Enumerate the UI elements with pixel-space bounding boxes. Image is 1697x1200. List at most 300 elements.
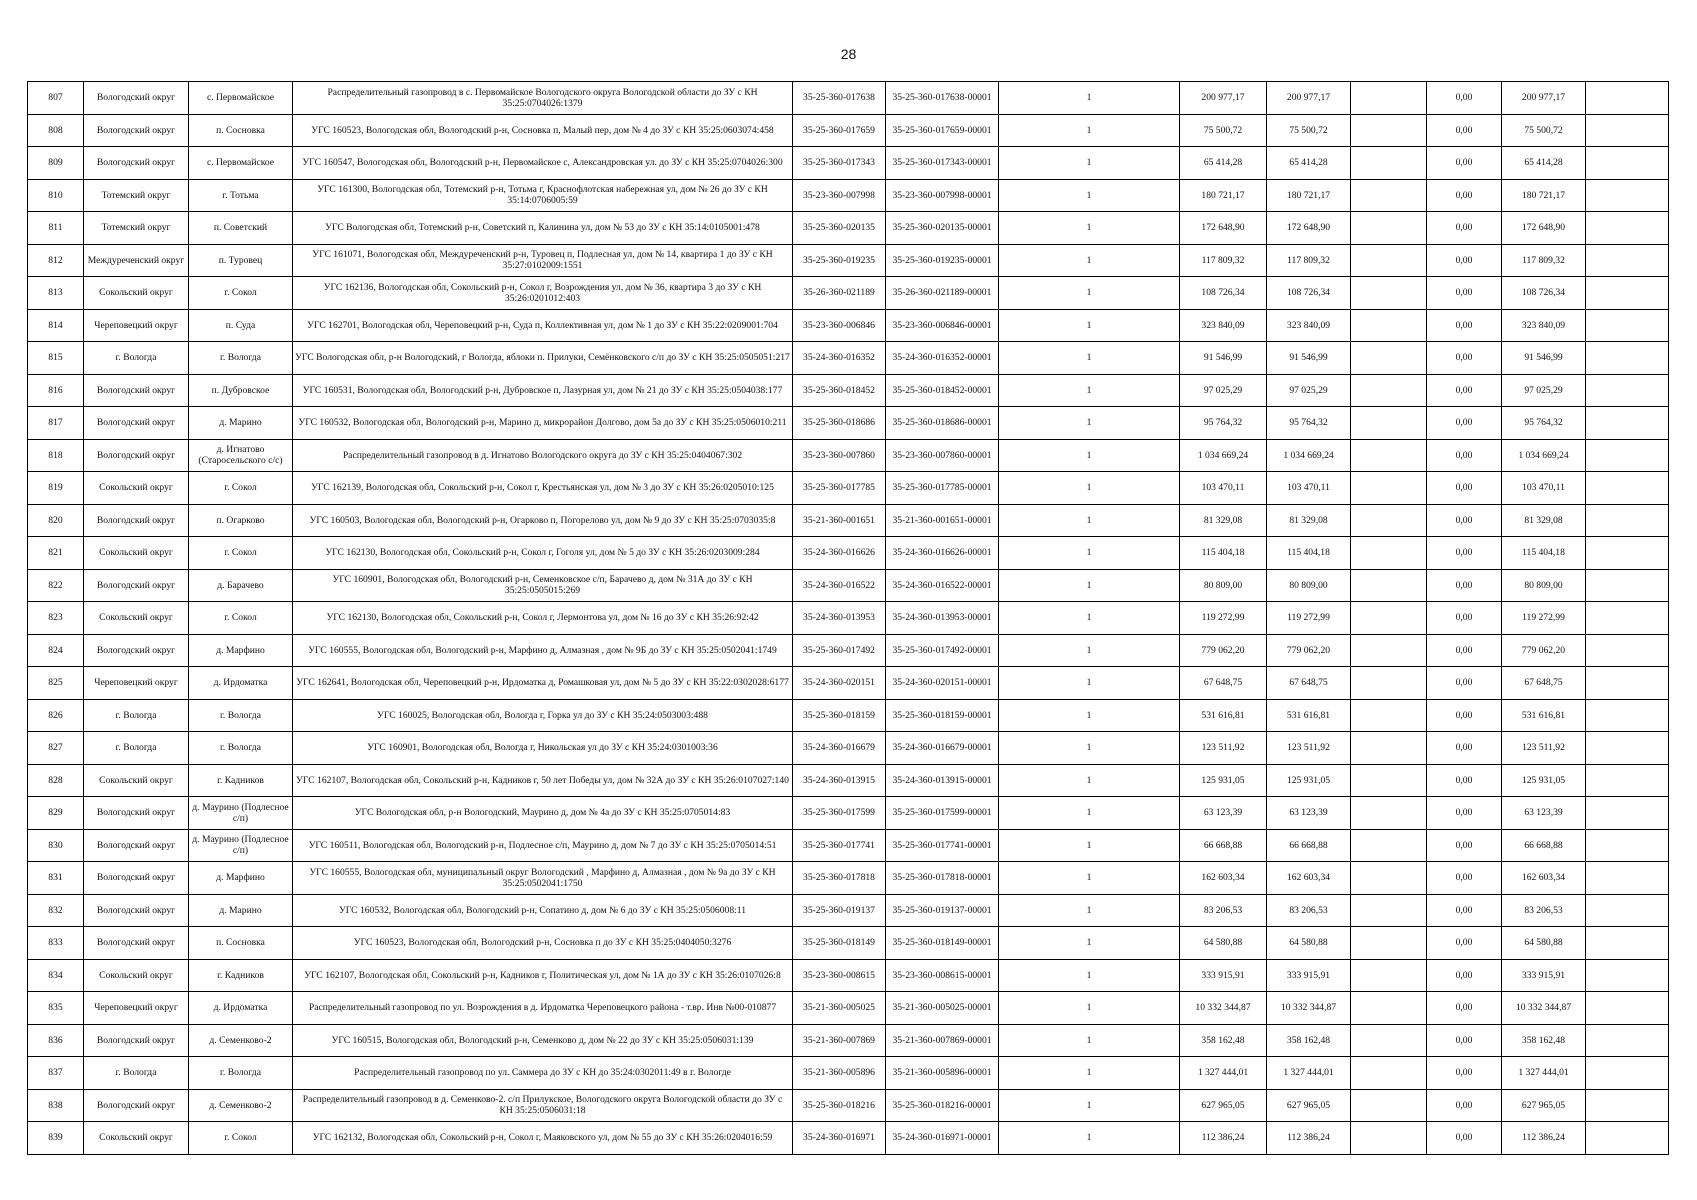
book-cost-cell: 779 062,20 [1267, 634, 1351, 667]
book-cost-cell: 172 648,90 [1267, 212, 1351, 245]
settlement-cell: г. Сокол [189, 602, 293, 635]
inventory-code-cell: 35-24-360-016626-00001 [886, 537, 999, 570]
description-cell: УГС 160523, Вологодская обл, Вологодский р-н, Сосновка п, Малый пер, дом № 4 до ЗУ с КН 35:25:0603074:458 [293, 114, 793, 147]
row-number-cell: 816 [28, 374, 84, 407]
book-cost-cell: 119 272,99 [1267, 602, 1351, 635]
initial-cost-cell: 162 603,34 [1180, 862, 1267, 895]
empty-cell [1586, 277, 1669, 310]
depreciation-cell: 0,00 [1427, 342, 1502, 375]
district-cell: Вологодский округ [84, 82, 189, 115]
residual-cost-cell: 119 272,99 [1502, 602, 1586, 635]
inventory-code-cell: 35-25-360-020135-00001 [886, 212, 999, 245]
empty-cell [1351, 569, 1427, 602]
empty-cell [1586, 537, 1669, 570]
empty-cell [1351, 342, 1427, 375]
empty-cell [1586, 82, 1669, 115]
initial-cost-cell: 91 546,99 [1180, 342, 1267, 375]
table-row [28, 212, 1669, 245]
description-cell: УГС 162139, Вологодская обл, Сокольский р-н, Сокол г, Крестьянская ул, дом № 3 до ЗУ с КН 35:26:0205010:125 [293, 472, 793, 505]
description-cell: УГС 160532, Вологодская обл, Вологодский р-н, Марино д, микрорайон Долгово, дом 5а до ЗУ с КН 35:25:0506010:211 [293, 407, 793, 440]
depreciation-cell: 0,00 [1427, 504, 1502, 537]
table-row [28, 82, 1669, 115]
residual-cost-cell: 75 500,72 [1502, 114, 1586, 147]
description-cell: Распределительный газопровод по ул. Саммера до ЗУ с КН до 35:24:0302011:49 в г. Вологде [293, 1057, 793, 1090]
settlement-cell: п. Советский [189, 212, 293, 245]
initial-cost-cell: 108 726,34 [1180, 277, 1267, 310]
table-row [28, 244, 1669, 277]
table-row [28, 797, 1669, 830]
initial-cost-cell: 627 965,05 [1180, 1089, 1267, 1122]
initial-cost-cell: 81 329,08 [1180, 504, 1267, 537]
object-code-cell: 35-24-360-013953 [793, 602, 886, 635]
empty-cell [1351, 667, 1427, 700]
initial-cost-cell: 63 123,39 [1180, 797, 1267, 830]
empty-cell [1351, 959, 1427, 992]
description-cell: УГС 162107, Вологодская обл, Сокольский р-н, Кадников г, 50 лет Победы ул, дом № 32А до ЗУ с КН 35:26:0107027:140 [293, 764, 793, 797]
object-code-cell: 35-25-360-018686 [793, 407, 886, 440]
table-row [28, 602, 1669, 635]
residual-cost-cell: 358 162,48 [1502, 1024, 1586, 1057]
inventory-code-cell: 35-25-360-018149-00001 [886, 927, 999, 960]
depreciation-cell: 0,00 [1427, 797, 1502, 830]
residual-cost-cell: 1 327 444,01 [1502, 1057, 1586, 1090]
book-cost-cell: 95 764,32 [1267, 407, 1351, 440]
inventory-code-cell: 35-25-360-018686-00001 [886, 407, 999, 440]
inventory-code-cell: 35-23-360-007998-00001 [886, 179, 999, 212]
settlement-cell: г. Сокол [189, 277, 293, 310]
quantity-cell: 1 [999, 82, 1180, 115]
empty-cell [1351, 1089, 1427, 1122]
book-cost-cell: 180 721,17 [1267, 179, 1351, 212]
depreciation-cell: 0,00 [1427, 667, 1502, 700]
empty-cell [1351, 309, 1427, 342]
table-row [28, 829, 1669, 862]
object-code-cell: 35-24-360-013915 [793, 764, 886, 797]
row-number-cell: 811 [28, 212, 84, 245]
empty-cell [1351, 244, 1427, 277]
table-row [28, 1089, 1669, 1122]
inventory-code-cell: 35-25-360-019235-00001 [886, 244, 999, 277]
object-code-cell: 35-25-360-017492 [793, 634, 886, 667]
initial-cost-cell: 180 721,17 [1180, 179, 1267, 212]
residual-cost-cell: 63 123,39 [1502, 797, 1586, 830]
table-row [28, 1057, 1669, 1090]
object-code-cell: 35-25-360-020135 [793, 212, 886, 245]
empty-cell [1586, 179, 1669, 212]
district-cell: г. Вологда [84, 732, 189, 765]
residual-cost-cell: 180 721,17 [1502, 179, 1586, 212]
depreciation-cell: 0,00 [1427, 1089, 1502, 1122]
settlement-cell: п. Туровец [189, 244, 293, 277]
book-cost-cell: 66 668,88 [1267, 829, 1351, 862]
residual-cost-cell: 162 603,34 [1502, 862, 1586, 895]
depreciation-cell: 0,00 [1427, 829, 1502, 862]
row-number-cell: 829 [28, 797, 84, 830]
depreciation-cell: 0,00 [1427, 439, 1502, 472]
table-row [28, 862, 1669, 895]
district-cell: г. Вологда [84, 342, 189, 375]
empty-cell [1586, 1089, 1669, 1122]
depreciation-cell: 0,00 [1427, 699, 1502, 732]
residual-cost-cell: 95 764,32 [1502, 407, 1586, 440]
district-cell: Сокольский округ [84, 537, 189, 570]
quantity-cell: 1 [999, 764, 1180, 797]
object-code-cell: 35-24-360-016626 [793, 537, 886, 570]
district-cell: Вологодский округ [84, 862, 189, 895]
row-number-cell: 817 [28, 407, 84, 440]
initial-cost-cell: 123 511,92 [1180, 732, 1267, 765]
object-code-cell: 35-24-360-016522 [793, 569, 886, 602]
empty-cell [1351, 472, 1427, 505]
book-cost-cell: 627 965,05 [1267, 1089, 1351, 1122]
quantity-cell: 1 [999, 699, 1180, 732]
quantity-cell: 1 [999, 407, 1180, 440]
initial-cost-cell: 115 404,18 [1180, 537, 1267, 570]
residual-cost-cell: 115 404,18 [1502, 537, 1586, 570]
district-cell: г. Вологда [84, 699, 189, 732]
table-row [28, 894, 1669, 927]
residual-cost-cell: 123 511,92 [1502, 732, 1586, 765]
row-number-cell: 808 [28, 114, 84, 147]
description-cell: УГС 160511, Вологодская обл, Вологодский р-н, Подлесное с/п, Маурино д, дом № 7 до ЗУ с КН 35:25:0705014:51 [293, 829, 793, 862]
row-number-cell: 832 [28, 894, 84, 927]
residual-cost-cell: 65 414,28 [1502, 147, 1586, 180]
empty-cell [1351, 1057, 1427, 1090]
book-cost-cell: 117 809,32 [1267, 244, 1351, 277]
object-code-cell: 35-25-360-018216 [793, 1089, 886, 1122]
settlement-cell: д. Семенково-2 [189, 1024, 293, 1057]
initial-cost-cell: 83 206,53 [1180, 894, 1267, 927]
settlement-cell: с. Первомайское [189, 82, 293, 115]
district-cell: Вологодский округ [84, 374, 189, 407]
inventory-code-cell: 35-24-360-016971-00001 [886, 1122, 999, 1155]
inventory-code-cell: 35-21-360-001651-00001 [886, 504, 999, 537]
empty-cell [1586, 634, 1669, 667]
table-row [28, 732, 1669, 765]
quantity-cell: 1 [999, 439, 1180, 472]
table-row [28, 472, 1669, 505]
object-code-cell: 35-23-360-007998 [793, 179, 886, 212]
inventory-code-cell: 35-25-360-017599-00001 [886, 797, 999, 830]
empty-cell [1351, 699, 1427, 732]
quantity-cell: 1 [999, 862, 1180, 895]
initial-cost-cell: 75 500,72 [1180, 114, 1267, 147]
row-number-cell: 810 [28, 179, 84, 212]
depreciation-cell: 0,00 [1427, 407, 1502, 440]
row-number-cell: 833 [28, 927, 84, 960]
settlement-cell: д. Ирдоматка [189, 667, 293, 700]
row-number-cell: 823 [28, 602, 84, 635]
settlement-cell: г. Вологда [189, 699, 293, 732]
empty-cell [1351, 179, 1427, 212]
residual-cost-cell: 323 840,09 [1502, 309, 1586, 342]
initial-cost-cell: 200 977,17 [1180, 82, 1267, 115]
description-cell: УГС 160531, Вологодская обл, Вологодский р-н, Дубровское п, Лазурная ул, дом № 21 до ЗУ с КН 35:25:0504038:177 [293, 374, 793, 407]
district-cell: Вологодский округ [84, 114, 189, 147]
book-cost-cell: 81 329,08 [1267, 504, 1351, 537]
settlement-cell: г. Сокол [189, 1122, 293, 1155]
district-cell: Вологодский округ [84, 1024, 189, 1057]
residual-cost-cell: 531 616,81 [1502, 699, 1586, 732]
depreciation-cell: 0,00 [1427, 82, 1502, 115]
book-cost-cell: 75 500,72 [1267, 114, 1351, 147]
empty-cell [1586, 699, 1669, 732]
residual-cost-cell: 67 648,75 [1502, 667, 1586, 700]
book-cost-cell: 333 915,91 [1267, 959, 1351, 992]
object-code-cell: 35-24-360-016971 [793, 1122, 886, 1155]
row-number-cell: 831 [28, 862, 84, 895]
table-row [28, 1122, 1669, 1155]
book-cost-cell: 65 414,28 [1267, 147, 1351, 180]
residual-cost-cell: 627 965,05 [1502, 1089, 1586, 1122]
quantity-cell: 1 [999, 667, 1180, 700]
book-cost-cell: 115 404,18 [1267, 537, 1351, 570]
initial-cost-cell: 80 809,00 [1180, 569, 1267, 602]
residual-cost-cell: 117 809,32 [1502, 244, 1586, 277]
empty-cell [1351, 407, 1427, 440]
district-cell: Вологодский округ [84, 797, 189, 830]
depreciation-cell: 0,00 [1427, 602, 1502, 635]
row-number-cell: 826 [28, 699, 84, 732]
district-cell: Череповецкий округ [84, 992, 189, 1025]
district-cell: Вологодский округ [84, 504, 189, 537]
inventory-code-cell: 35-23-360-008615-00001 [886, 959, 999, 992]
empty-cell [1351, 212, 1427, 245]
object-code-cell: 35-21-360-001651 [793, 504, 886, 537]
residual-cost-cell: 97 025,29 [1502, 374, 1586, 407]
settlement-cell: д. Марфино [189, 862, 293, 895]
row-number-cell: 818 [28, 439, 84, 472]
object-code-cell: 35-25-360-019137 [793, 894, 886, 927]
depreciation-cell: 0,00 [1427, 992, 1502, 1025]
row-number-cell: 825 [28, 667, 84, 700]
residual-cost-cell: 108 726,34 [1502, 277, 1586, 310]
book-cost-cell: 123 511,92 [1267, 732, 1351, 765]
inventory-code-cell: 35-24-360-016352-00001 [886, 342, 999, 375]
residual-cost-cell: 103 470,11 [1502, 472, 1586, 505]
object-code-cell: 35-25-360-018452 [793, 374, 886, 407]
book-cost-cell: 162 603,34 [1267, 862, 1351, 895]
description-cell: УГС 161300, Вологодская обл, Тотемский р-н, Тотьма г, Краснофлотская набережная ул, дом № 26 до ЗУ с КН 35:14:0706005:59 [293, 179, 793, 212]
initial-cost-cell: 64 580,88 [1180, 927, 1267, 960]
quantity-cell: 1 [999, 569, 1180, 602]
description-cell: УГС 160901, Вологодская обл, Вологда г, Никольская ул до ЗУ с КН 35:24:0301003:36 [293, 732, 793, 765]
quantity-cell: 1 [999, 992, 1180, 1025]
empty-cell [1586, 992, 1669, 1025]
empty-cell [1586, 407, 1669, 440]
table-row [28, 374, 1669, 407]
settlement-cell: д. Маурино (Подлесное с/п) [189, 797, 293, 830]
empty-cell [1351, 829, 1427, 862]
description-cell: УГС Вологодская обл, р-н Вологодский, Маурино д, дом № 4а до ЗУ с КН 35:25:0705014:83 [293, 797, 793, 830]
book-cost-cell: 358 162,48 [1267, 1024, 1351, 1057]
quantity-cell: 1 [999, 147, 1180, 180]
empty-cell [1586, 309, 1669, 342]
empty-cell [1586, 732, 1669, 765]
description-cell: Распределительный газопровод в с. Первомайское Вологодского округа Вологодской области до ЗУ с КН 35:25:0704026:1379 [293, 82, 793, 115]
depreciation-cell: 0,00 [1427, 277, 1502, 310]
description-cell: УГС 160555, Вологодская обл, муниципальный округ Вологодский , Марфино д, Алмазная , дом № 9а до ЗУ с КН 35:25:0502041:1750 [293, 862, 793, 895]
book-cost-cell: 64 580,88 [1267, 927, 1351, 960]
book-cost-cell: 1 327 444,01 [1267, 1057, 1351, 1090]
row-number-cell: 819 [28, 472, 84, 505]
object-code-cell: 35-25-360-017599 [793, 797, 886, 830]
empty-cell [1351, 797, 1427, 830]
depreciation-cell: 0,00 [1427, 309, 1502, 342]
district-cell: Тотемский округ [84, 179, 189, 212]
quantity-cell: 1 [999, 342, 1180, 375]
residual-cost-cell: 80 809,00 [1502, 569, 1586, 602]
empty-cell [1351, 732, 1427, 765]
book-cost-cell: 83 206,53 [1267, 894, 1351, 927]
empty-cell [1586, 894, 1669, 927]
description-cell: УГС 160025, Вологодская обл, Вологда г, Горка ул до ЗУ с КН 35:24:0503003:488 [293, 699, 793, 732]
object-code-cell: 35-24-360-016679 [793, 732, 886, 765]
table-row [28, 667, 1669, 700]
initial-cost-cell: 95 764,32 [1180, 407, 1267, 440]
empty-cell [1351, 374, 1427, 407]
inventory-code-cell: 35-25-360-017785-00001 [886, 472, 999, 505]
quantity-cell: 1 [999, 634, 1180, 667]
district-cell: Вологодский округ [84, 147, 189, 180]
row-number-cell: 822 [28, 569, 84, 602]
residual-cost-cell: 125 931,05 [1502, 764, 1586, 797]
description-cell: УГС 160532, Вологодская обл, Вологодский р-н, Сопатино д, дом № 6 до ЗУ с КН 35:25:0506008:11 [293, 894, 793, 927]
description-cell: УГС 162107, Вологодская обл, Сокольский р-н, Кадников г, Политическая ул, дом № 1А до ЗУ с КН 35:26:0107026:8 [293, 959, 793, 992]
initial-cost-cell: 779 062,20 [1180, 634, 1267, 667]
initial-cost-cell: 1 034 669,24 [1180, 439, 1267, 472]
description-cell: Распределительный газопровод в д. Семенково-2. с/п Прилукское, Вологодского округа Вологодской области до ЗУ с КН 35:25:0506031:18 [293, 1089, 793, 1122]
table-row [28, 699, 1669, 732]
description-cell: УГС 162130, Вологодская обл, Сокольский р-н, Сокол г, Гоголя ул, дом № 5 до ЗУ с КН 35:26:0203009:284 [293, 537, 793, 570]
row-number-cell: 807 [28, 82, 84, 115]
depreciation-cell: 0,00 [1427, 927, 1502, 960]
row-number-cell: 839 [28, 1122, 84, 1155]
empty-cell [1586, 114, 1669, 147]
table-row [28, 114, 1669, 147]
table-row [28, 764, 1669, 797]
description-cell: УГС 161071, Вологодская обл, Междуреченский р-н, Туровец п, Подлесная ул, дом № 14, квартира 1 до ЗУ с КН 35:27:0102009:1551 [293, 244, 793, 277]
depreciation-cell: 0,00 [1427, 1122, 1502, 1155]
district-cell: Череповецкий округ [84, 309, 189, 342]
district-cell: Сокольский округ [84, 472, 189, 505]
district-cell: Вологодский округ [84, 439, 189, 472]
quantity-cell: 1 [999, 537, 1180, 570]
district-cell: Вологодский округ [84, 829, 189, 862]
empty-cell [1351, 277, 1427, 310]
initial-cost-cell: 112 386,24 [1180, 1122, 1267, 1155]
district-cell: Сокольский округ [84, 764, 189, 797]
object-code-cell: 35-25-360-017818 [793, 862, 886, 895]
inventory-code-cell: 35-24-360-013915-00001 [886, 764, 999, 797]
residual-cost-cell: 10 332 344,87 [1502, 992, 1586, 1025]
empty-cell [1351, 114, 1427, 147]
description-cell: УГС 160503, Вологодская обл, Вологодский р-н, Огарково п, Погорелово ул, дом № 9 до ЗУ с КН 35:25:0703035:8 [293, 504, 793, 537]
empty-cell [1586, 439, 1669, 472]
object-code-cell: 35-25-360-018159 [793, 699, 886, 732]
residual-cost-cell: 66 668,88 [1502, 829, 1586, 862]
object-code-cell: 35-25-360-017659 [793, 114, 886, 147]
residual-cost-cell: 83 206,53 [1502, 894, 1586, 927]
row-number-cell: 828 [28, 764, 84, 797]
description-cell: УГС 162132, Вологодская обл, Сокольский р-н, Сокол г, Маяковского ул, дом № 55 до ЗУ с КН 35:26:0204016:59 [293, 1122, 793, 1155]
table-row [28, 309, 1669, 342]
description-cell: УГС 162136, Вологодская обл, Сокольский р-н, Сокол г, Возрождения ул, дом № 36, квартира 3 до ЗУ с КН 35:26:0201012:403 [293, 277, 793, 310]
inventory-code-cell: 35-25-360-017492-00001 [886, 634, 999, 667]
quantity-cell: 1 [999, 1089, 1180, 1122]
book-cost-cell: 108 726,34 [1267, 277, 1351, 310]
object-code-cell: 35-21-360-005896 [793, 1057, 886, 1090]
table-row [28, 569, 1669, 602]
residual-cost-cell: 112 386,24 [1502, 1122, 1586, 1155]
initial-cost-cell: 103 470,11 [1180, 472, 1267, 505]
initial-cost-cell: 1 327 444,01 [1180, 1057, 1267, 1090]
depreciation-cell: 0,00 [1427, 959, 1502, 992]
book-cost-cell: 200 977,17 [1267, 82, 1351, 115]
empty-cell [1351, 634, 1427, 667]
empty-cell [1351, 439, 1427, 472]
depreciation-cell: 0,00 [1427, 244, 1502, 277]
initial-cost-cell: 117 809,32 [1180, 244, 1267, 277]
depreciation-cell: 0,00 [1427, 1024, 1502, 1057]
object-code-cell: 35-24-360-020151 [793, 667, 886, 700]
inventory-code-cell: 35-24-360-020151-00001 [886, 667, 999, 700]
district-cell: Сокольский округ [84, 959, 189, 992]
row-number-cell: 815 [28, 342, 84, 375]
district-cell: Вологодский округ [84, 1089, 189, 1122]
district-cell: Вологодский округ [84, 569, 189, 602]
table-row [28, 927, 1669, 960]
settlement-cell: д. Марино [189, 407, 293, 440]
settlement-cell: п. Огарково [189, 504, 293, 537]
empty-cell [1586, 764, 1669, 797]
row-number-cell: 837 [28, 1057, 84, 1090]
district-cell: Вологодский округ [84, 894, 189, 927]
inventory-code-cell: 35-25-360-017638-00001 [886, 82, 999, 115]
district-cell: Вологодский округ [84, 634, 189, 667]
table-row [28, 959, 1669, 992]
object-code-cell: 35-21-360-005025 [793, 992, 886, 1025]
empty-cell [1586, 667, 1669, 700]
book-cost-cell: 80 809,00 [1267, 569, 1351, 602]
inventory-code-cell: 35-24-360-016679-00001 [886, 732, 999, 765]
empty-cell [1586, 1122, 1669, 1155]
description-cell: УГС 160515, Вологодская обл, Вологодский р-н, Семенково д, дом № 22 до ЗУ с КН 35:25:0506031:139 [293, 1024, 793, 1057]
quantity-cell: 1 [999, 179, 1180, 212]
description-cell: УГС Вологодская обл, Тотемский р-н, Советский п, Калинина ул, дом № 53 до ЗУ с КН 35:14:0105001:478 [293, 212, 793, 245]
depreciation-cell: 0,00 [1427, 634, 1502, 667]
empty-cell [1586, 602, 1669, 635]
object-code-cell: 35-23-360-007860 [793, 439, 886, 472]
book-cost-cell: 531 616,81 [1267, 699, 1351, 732]
table-row [28, 179, 1669, 212]
description-cell: Распределительный газопровод в д. Игнатово Вологодского округа до ЗУ с КН 35:25:0404067:302 [293, 439, 793, 472]
empty-cell [1351, 147, 1427, 180]
settlement-cell: д. Марфино [189, 634, 293, 667]
description-cell: УГС 160547, Вологодская обл, Вологодский р-н, Первомайское с, Александровская ул. до ЗУ с КН 35:25:0704026:300 [293, 147, 793, 180]
quantity-cell: 1 [999, 374, 1180, 407]
book-cost-cell: 10 332 344,87 [1267, 992, 1351, 1025]
depreciation-cell: 0,00 [1427, 114, 1502, 147]
page-number: 28 [840, 46, 857, 62]
district-cell: Сокольский округ [84, 277, 189, 310]
empty-cell [1586, 342, 1669, 375]
row-number-cell: 824 [28, 634, 84, 667]
settlement-cell: г. Кадников [189, 764, 293, 797]
residual-cost-cell: 81 329,08 [1502, 504, 1586, 537]
settlement-cell: д. Игнатово (Старосельского с/с) [189, 439, 293, 472]
row-number-cell: 812 [28, 244, 84, 277]
